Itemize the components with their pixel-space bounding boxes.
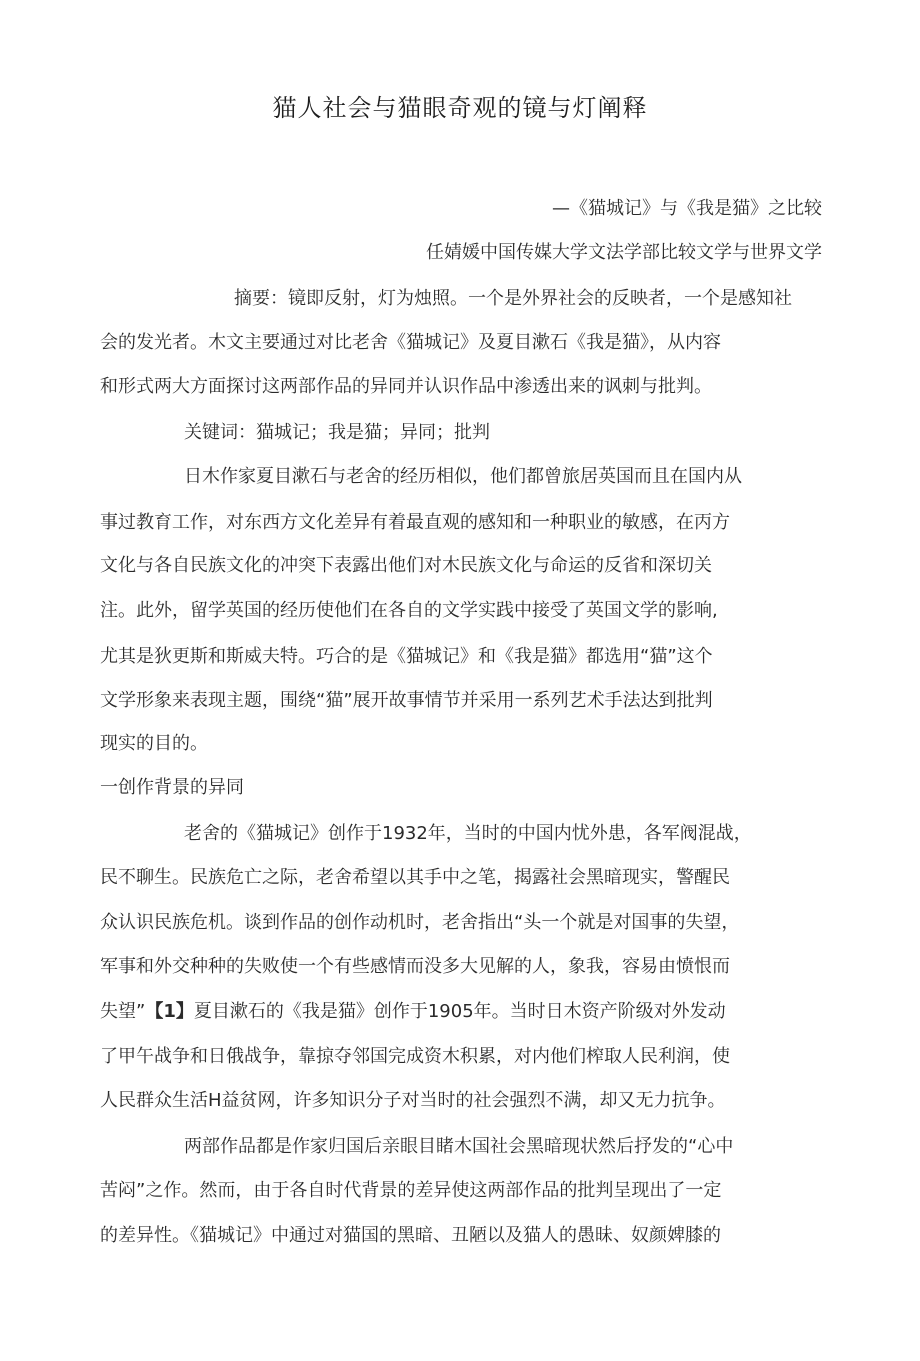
para2-line-3: 的差异性。《猫城记》中通过对猫国的黑暗、丑陋以及猫人的愚昧、奴颜婢膝的 — [100, 1225, 721, 1246]
intro-line-7: 现实的目的。 — [100, 733, 208, 754]
para1-line-1: 老舍的《猫城记》创作于1932年，当时的中国内忧外患，各军阀混战， — [184, 823, 752, 844]
para2-line-1: 两部作品都是作家归国后亲眼目睹木国社会黑暗现状然后抒发的“心中 — [184, 1136, 734, 1157]
para1-line-6: 了甲午战争和日俄战争，靠掠夺邻国完成资木积累，对内他们榨取人民利润，使 — [100, 1046, 730, 1067]
para1-line-5 — [100, 999, 726, 1025]
abstract-line-2: 会的发光者。木文主要通过对比老舍《猫城记》及夏目漱石《我是猫》，从内容 — [100, 332, 721, 353]
document-subtitle: —《猫城记》与《我是猫》之比较 — [552, 198, 822, 219]
abstract-line-1: 摘要：镜即反射，灯为烛照。一个是外界社会的反映者，一个是感知社 — [234, 288, 792, 309]
document-title: 猫人社会与猫眼奇观的镜与灯阐释 — [272, 94, 648, 122]
abstract-line-3: 和形式两大方面探讨这两部作品的异同并认识作品中渗透出来的讽刺与批判。 — [100, 376, 712, 397]
intro-line-5: 尤其是狄更斯和斯威夫特。巧合的是《猫城记》和《我是猫》都选用“猫”这个 — [100, 646, 713, 667]
intro-line-1: 日木作家夏目漱石与老舍的经历相似，他们都曾旅居英国而且在国内从 — [184, 466, 742, 487]
author-affiliation: 任婧媛中国传媒大学文法学部比较文学与世界文学 — [426, 242, 822, 263]
intro-line-3: 文化与各自民族文化的冲突下表露出他们对木民族文化与命运的反省和深切关 — [100, 555, 712, 576]
section-heading: 一创作背景的异同 — [100, 777, 244, 798]
para1-line-3: 众认识民族危机。谈到作品的创作动机时，老舍指出“头一个就是对国事的失望， — [100, 912, 740, 933]
intro-line-2: 事过教育工作，对东西方文化差异有着最直观的感知和一种职业的敏感，在丙方 — [100, 512, 730, 533]
para1-line-7: 人民群众生活H益贫网，许多知识分子对当时的社会强烈不满，却又无力抗争。 — [100, 1090, 726, 1111]
para1-line-5-start: 失望” — [100, 1001, 146, 1022]
para1-line-4: 军事和外交种种的失败使一个有些感情而没多大见解的人，象我，容易由愤恨而 — [100, 956, 730, 977]
intro-line-6: 文学形象来表现主题，围绕“猫”展开故事情节并采用一系列艺术手法达到批判 — [100, 690, 713, 711]
keywords: 关键词：猫城记；我是猫；异同；批判 — [184, 422, 490, 443]
para1-line-2: 民不聊生。民族危亡之际，老舍希望以其手中之笔，揭露社会黑暗现实，警醒民 — [100, 867, 730, 888]
para1-line-5-end: 夏目漱石的《我是猫》创作于1905年。当时日木资产阶级对外发动 — [193, 1001, 726, 1022]
citation-ref: 【1】 — [145, 1001, 194, 1022]
para2-line-2: 苦闷”之作。然而，由于各自时代背景的差异使这两部作品的批判呈现出了一定 — [100, 1180, 722, 1201]
intro-line-4: 注。此外，留学英国的经历使他们在各自的文学实践中接受了英国文学的影响, — [100, 600, 718, 621]
